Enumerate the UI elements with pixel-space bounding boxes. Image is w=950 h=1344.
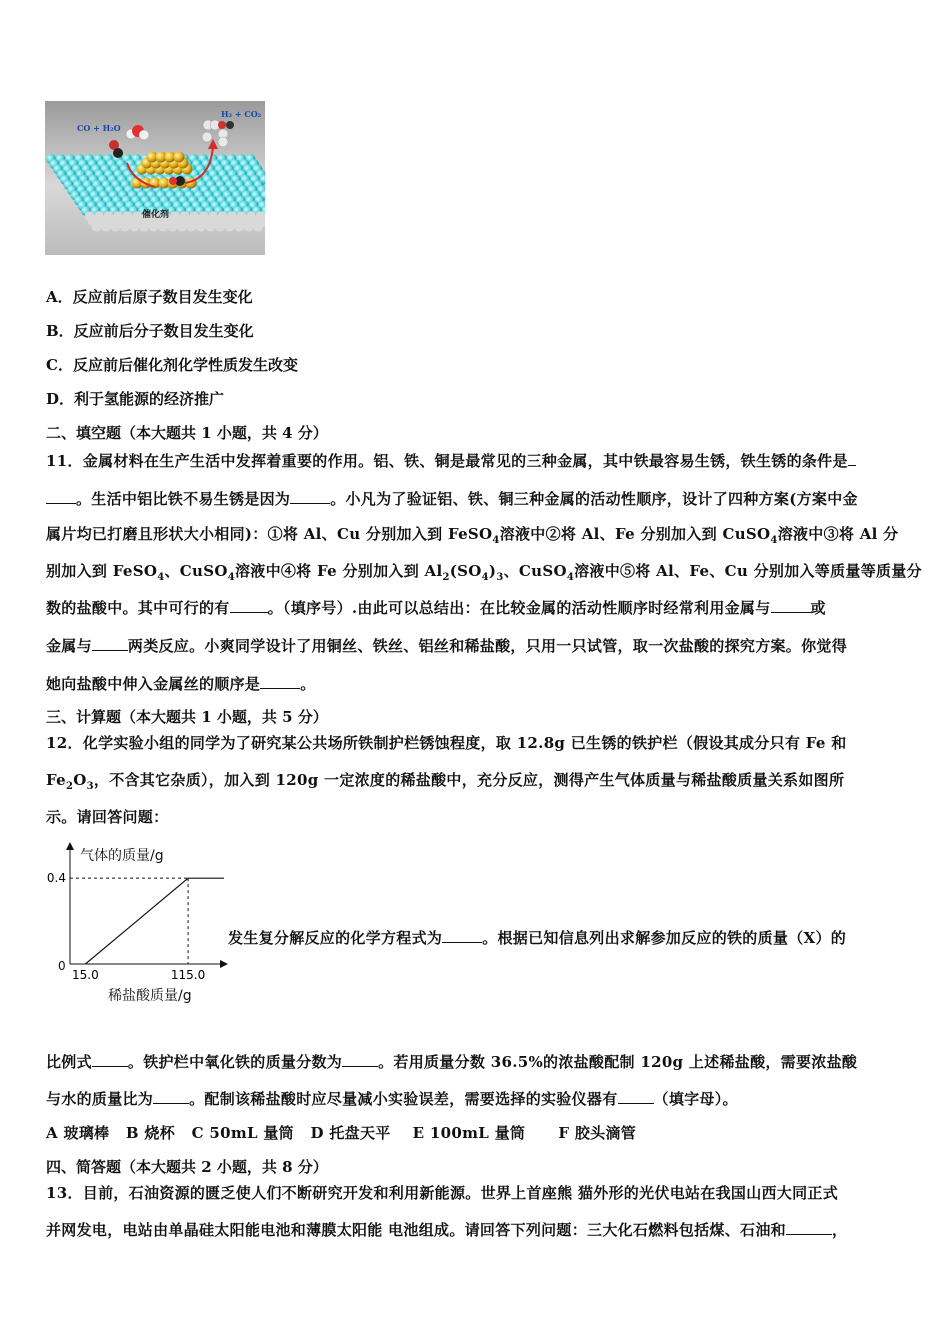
q11-text-4g: 溶液中⑤将 Al、Fe、Cu 分别加入等质量等质量分 <box>574 562 922 580</box>
q11-text-5c: 或 <box>810 599 826 617</box>
slab-atom <box>253 222 263 232</box>
q11-text-2b: 。小凡为了验证铝、铁、铜三种金属的活动性顺序，设计了四种方案(方案中金 <box>330 490 858 508</box>
x-axis-label: 稀盐酸质量/g <box>108 988 192 1004</box>
blank <box>153 1089 189 1104</box>
q11-line-7 <box>46 673 316 694</box>
q11-text-3b: 溶液中②将 Al、Fe 分别加入到 CuSO <box>499 525 771 543</box>
slab-atom <box>206 222 216 232</box>
x-tick-label: 115.0 <box>170 968 206 982</box>
q11-text-3c: 溶液中③将 Al 分 <box>777 525 899 543</box>
q13-text-2a: 并网发电，电站由单晶硅太阳能电池和薄膜太阳能 电池组成。请回答下列问题：三大化石燃料包括煤、石油和 <box>46 1221 786 1239</box>
slab-atom <box>187 222 197 232</box>
q12-text-4c: 。若用质量分数 36.5%的浓盐酸配制 120g 上述稀盐酸，需要浓盐酸 <box>378 1053 858 1071</box>
blank <box>342 1052 378 1067</box>
slab-atom <box>92 222 102 232</box>
q11-line-3: 属片均已打磨且形状大小相同)：①将 Al、Cu 分别加入到 FeSO$_4$溶液中②将 Al、Fe 分别加入到 CuSO$_4$溶液中③将 Al 分 <box>46 525 899 546</box>
q11-line-5 <box>46 597 826 618</box>
q11-text-4f: 、CuSO <box>503 562 567 580</box>
q11-text-7a: 她向盐酸中伸入金属丝的顺序是 <box>46 675 261 693</box>
q11-text-2a: 。生活中铝比铁不易生锈是因为 <box>76 490 291 508</box>
slab-atom <box>101 222 111 232</box>
q11-text-4d: (SO <box>449 562 482 580</box>
q12-instruments: A 玻璃棒 B 烧杯 C 50mL 量筒 D 托盘天平 E 100mL 量筒 F 胶头滴管 <box>46 1124 637 1142</box>
gas-mass-chart <box>44 842 234 1012</box>
q12-line-1: 12．化学实验小组的同学为了研究某公共场所铁制护栏锈蚀程度，取 12.8g 已生锈的铁护栏（假设其成分只有 Fe 和 <box>46 734 847 752</box>
blank <box>230 598 268 613</box>
blank <box>442 928 482 943</box>
slab-atom <box>139 222 149 232</box>
blank <box>290 489 330 504</box>
q12-line-5 <box>46 1088 738 1109</box>
slab-atom <box>158 222 168 232</box>
section-short-answer-heading: 四、简答题（本大题共 2 小题，共 8 分） <box>46 1158 328 1176</box>
q12-text-5b: 。配制该稀盐酸时应尽量减小实验误差，需要选择的实验仪器有 <box>189 1090 618 1108</box>
blank <box>92 636 128 651</box>
q13-line-1: 13．目前，石油资源的匮乏使人们不断研究开发和利用新能源。世界上首座熊 猫外形的光伏电站在我国山西大同正式 <box>46 1184 839 1202</box>
q11-text-6a: 金属与 <box>46 637 92 655</box>
q11-text-6b: 两类反应。小爽同学设计了用铜丝、铁丝、铝丝和稀盐酸，只用一只试管，取一次盐酸的探究方案。你觉得 <box>127 637 848 655</box>
blank <box>786 1220 832 1235</box>
y-tick-label: 0.4 <box>46 871 66 886</box>
slab-atom <box>120 222 130 232</box>
q12-text-2a: Fe <box>46 771 66 789</box>
blank <box>618 1089 654 1104</box>
blank <box>771 598 811 613</box>
q11-line-1 <box>46 450 856 471</box>
gold-atom <box>174 152 185 163</box>
x-axis-arrow <box>220 960 228 968</box>
q11-text-7b: 。 <box>300 675 316 693</box>
q12-text-4b: 。铁护栏中氧化铁的质量分数为 <box>127 1053 343 1071</box>
q13-line-2 <box>46 1219 847 1240</box>
slab-atom <box>111 222 121 232</box>
q12-text-5a: 与水的质量比为 <box>46 1090 154 1108</box>
q13-text-2b: ， <box>831 1221 848 1239</box>
option-c: C．反应前后催化剂化学性质发生改变 <box>46 356 298 374</box>
q12-side-a: 发生复分解反应的化学方程式为 <box>228 929 443 947</box>
product-label: H₂ + CO₂ <box>221 109 262 119</box>
q12-line-2: $Fe_2O_3$，不含其它杂质），加入到 120g 一定浓度的稀盐酸中，充分反应，测得产生气体质量与稀盐酸质量关系如图所 <box>46 771 845 792</box>
q11-text-1: 11．金属材料在生产生活中发挥着重要的作用。铝、铁、铜是最常见的三种金属，其中铁最容易生锈，铁生锈的条件是 <box>46 452 848 470</box>
slab-atom <box>215 222 225 232</box>
blank <box>46 489 76 504</box>
q11-text-4c: 溶液中④将 Fe 分别加入到 Al <box>234 562 443 580</box>
y-axis-label: 气体的质量/g <box>80 848 164 864</box>
q12-text-2b: O <box>73 771 87 789</box>
q11-text-4e: ) <box>488 562 497 580</box>
catalyst-label: 催化剂 <box>142 210 170 220</box>
q12-line-4 <box>46 1051 857 1072</box>
slab-atom <box>149 222 159 232</box>
q12-side-text <box>228 927 846 948</box>
q12-side-b: 。根据已知信息列出求解参加反应的铁的质量（X）的 <box>482 929 847 947</box>
blank <box>848 451 856 466</box>
option-d: D．利于氢能源的经济推广 <box>46 390 225 408</box>
q11-text-4a: 别加入到 FeSO <box>46 562 158 580</box>
blank <box>92 1052 128 1067</box>
q12-line-3: 示。请回答问题： <box>46 808 169 826</box>
series-line <box>85 878 224 964</box>
q11-text-5a: 数的盐酸中。其中可行的有 <box>46 599 230 617</box>
q11-line-2 <box>46 488 858 509</box>
q12-text-5c: （填字母）。 <box>653 1090 738 1108</box>
x-tick-label: 15.0 <box>72 968 99 982</box>
blank <box>260 674 300 689</box>
slab-atom <box>196 222 206 232</box>
q11-line-6 <box>46 635 847 656</box>
q11-text-3: 属片均已打磨且形状大小相同)：①将 Al、Cu 分别加入到 FeSO <box>46 525 493 543</box>
option-b: B．反应前后分子数目发生变化 <box>46 322 254 340</box>
slab-atom <box>244 222 254 232</box>
y-axis-arrow <box>66 842 74 850</box>
section-fill-blank-heading: 二、填空题（本大题共 1 小题，共 4 分） <box>46 424 328 442</box>
section-calc-heading: 三、计算题（本大题共 1 小题，共 5 分） <box>46 708 328 726</box>
origin-label: 0 <box>58 959 66 973</box>
slab-atom <box>225 222 235 232</box>
catalyst-illustration <box>45 101 265 255</box>
slab-atom <box>234 222 244 232</box>
slab-atom <box>168 222 178 232</box>
q11-text-4b: 、CuSO <box>164 562 228 580</box>
option-a: A．反应前后原子数目发生变化 <box>46 288 253 306</box>
q12-text-2c: ，不含其它杂质），加入到 120g 一定浓度的稀盐酸中，充分反应，测得产生气体质量与稀盐酸质量关系如图所 <box>93 771 845 789</box>
q11-text-5b: 。（填序号）.由此可以总结出：在比较金属的活动性顺序时经常利用金属与 <box>267 599 771 617</box>
slab-atom <box>177 222 187 232</box>
q12-text-4a: 比例式 <box>46 1053 92 1071</box>
catalyst-figure <box>45 101 265 255</box>
q11-line-4: 别加入到 FeSO$_4$、CuSO$_4$溶液中④将 Fe 分别加入到 $Al_2(SO_4)_3$、CuSO$_4$溶液中⑤将 Al、Fe、Cu 分别加入等质量等质量分 <box>46 562 922 583</box>
reactant-label: CO + H₂O <box>77 123 121 133</box>
chart-svg <box>44 842 234 1012</box>
slab-atom <box>130 222 140 232</box>
